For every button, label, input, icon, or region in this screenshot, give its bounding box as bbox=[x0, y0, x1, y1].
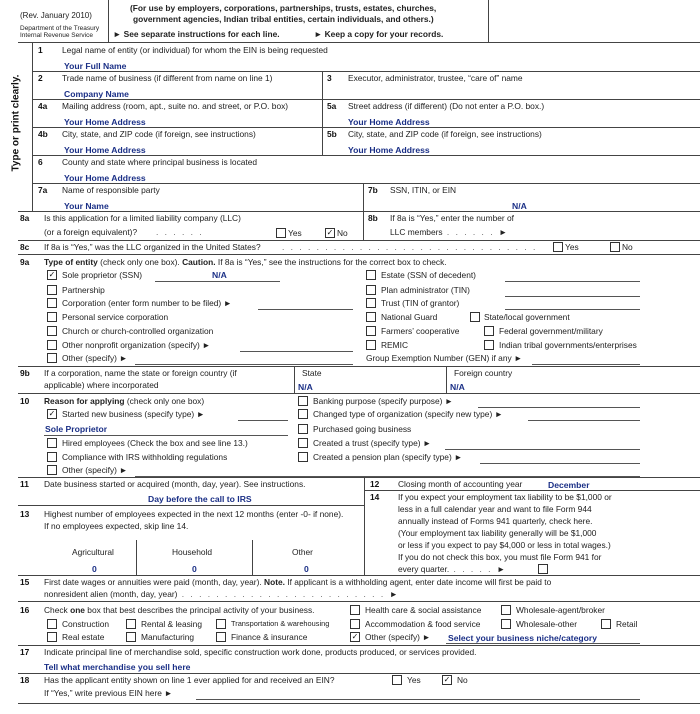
line-12-number: 12 bbox=[370, 479, 380, 489]
rule-3 bbox=[33, 127, 700, 128]
construction-checkbox[interactable] bbox=[47, 619, 57, 629]
arrow-right-icon: ► bbox=[514, 353, 523, 363]
county-state-value[interactable]: Your Home Address bbox=[64, 173, 146, 183]
line-15-label-2: nonresident alien (month, day, year) . . . . . . . . . . . . . . . . . . . . . . . . ► bbox=[44, 589, 398, 599]
line-2-number: 2 bbox=[38, 73, 43, 83]
arrow-right-icon: ► bbox=[202, 340, 211, 350]
line-2-label: Trade name of business (if different from name on line 1) bbox=[62, 73, 273, 83]
line-18-number: 18 bbox=[20, 675, 30, 685]
sole-proprietor-ssn-value[interactable]: N/A bbox=[212, 270, 227, 280]
state-value[interactable]: N/A bbox=[298, 382, 313, 392]
instructions-note: ► See separate instructions for each line. bbox=[113, 29, 280, 39]
arrow-right-icon: ► bbox=[314, 29, 325, 39]
line-8b-number: 8b bbox=[368, 213, 378, 223]
underline-ssn bbox=[155, 281, 280, 282]
arrow-right-icon: ► bbox=[119, 353, 128, 363]
federal-gov-checkbox[interactable] bbox=[484, 326, 494, 336]
revision-date: (Rev. January 2010) bbox=[20, 11, 92, 20]
gen-label: Group Exemption Number (GEN) if any ► bbox=[366, 353, 523, 363]
started-business-checkbox[interactable]: ✓ bbox=[48, 409, 56, 418]
divider-9b-b bbox=[446, 366, 447, 394]
line-14-text-4: (Your employment tax liability generally will be $1,000 bbox=[398, 528, 597, 538]
arrow-right-icon: ► bbox=[422, 438, 432, 448]
arrow-right-icon: ► bbox=[119, 465, 128, 475]
header-divider-right bbox=[488, 0, 489, 42]
foreign-country-value[interactable]: N/A bbox=[450, 382, 465, 392]
line-13-label-2: If no employees expected, skip line 14. bbox=[44, 521, 189, 531]
underline-prior-ein bbox=[196, 699, 640, 700]
underline-started-type bbox=[44, 435, 288, 436]
other-entity-checkbox[interactable] bbox=[47, 353, 57, 363]
line-8b-label-1: If 8a is “Yes,” enter the number of bbox=[390, 213, 514, 223]
trust-label: Trust (TIN of grantor) bbox=[381, 298, 460, 308]
other-employees-label: Other bbox=[292, 547, 313, 557]
rule-9 bbox=[18, 366, 700, 367]
street-address-value[interactable]: Your Home Address bbox=[348, 117, 430, 127]
merchandise-value[interactable]: Tell what merchandise you sell here bbox=[44, 662, 191, 672]
compliance-checkbox[interactable] bbox=[47, 452, 57, 462]
line-11-label: Date business started or acquired (month, day, year). See instructions. bbox=[44, 479, 306, 489]
hired-employees-label: Hired employees (Check the box and see line 13.) bbox=[62, 438, 248, 448]
construction-label: Construction bbox=[62, 619, 110, 629]
prior-ein-no-label: No bbox=[457, 675, 468, 685]
line-17-label: Indicate principal line of merchandise sold, specific construction work done, products produced, or services provided. bbox=[44, 647, 477, 657]
rental-label: Rental & leasing bbox=[141, 619, 202, 629]
banking-checkbox[interactable] bbox=[298, 396, 308, 406]
llc-no-checkbox[interactable]: ✓ bbox=[326, 228, 334, 237]
closing-month-value[interactable]: December bbox=[548, 480, 590, 490]
arrow-right-icon: ► bbox=[113, 29, 124, 39]
line-3-number: 3 bbox=[327, 73, 332, 83]
corporation-checkbox[interactable] bbox=[47, 298, 57, 308]
state-local-label: State/local government bbox=[484, 312, 570, 322]
real-estate-checkbox[interactable] bbox=[47, 632, 57, 642]
prior-ein-yes-checkbox[interactable] bbox=[392, 675, 402, 685]
llc-us-yes-checkbox[interactable] bbox=[553, 242, 563, 252]
dot-leader: . . . . . . . . . . . . . . . . . . . . . . . . . . . . . . bbox=[282, 242, 538, 252]
foreign-country-label: Foreign country bbox=[454, 368, 513, 378]
changed-type-checkbox[interactable] bbox=[298, 409, 308, 419]
dot-leader: . . . . . . bbox=[156, 227, 204, 237]
line-7b-label: SSN, ITIN, or EIN bbox=[390, 185, 457, 195]
retail-checkbox[interactable] bbox=[601, 619, 611, 629]
rule-5 bbox=[33, 183, 700, 184]
business-start-date-value[interactable]: Day before the call to IRS bbox=[148, 494, 252, 504]
line-16-label: Check one box that best describes the principal activity of your business. bbox=[44, 605, 315, 615]
agricultural-label: Agricultural bbox=[72, 547, 114, 557]
line-8a-label-1: Is this application for a limited liability company (LLC) bbox=[44, 213, 241, 223]
usage-note-line1: (For use by employers, corporations, partnerships, trusts, estates, churches, bbox=[130, 3, 437, 13]
arrow-right-icon: ► bbox=[196, 409, 205, 419]
sidebar-label: Type or print clearly. bbox=[10, 74, 22, 171]
sole-proprietor-label: Sole proprietor (SSN) bbox=[62, 270, 143, 280]
personal-service-label: Personal service corporation bbox=[62, 312, 169, 322]
finance-label: Finance & insurance bbox=[231, 632, 308, 642]
underline-corp bbox=[258, 309, 353, 310]
arrow-right-icon: ► bbox=[223, 298, 232, 308]
rental-checkbox[interactable] bbox=[126, 619, 136, 629]
line-9b-label-1: If a corporation, name the state or foreign country (if bbox=[44, 368, 237, 378]
indian-tribal-label: Indian tribal governments/enterprises bbox=[499, 340, 637, 350]
other-reason-checkbox[interactable] bbox=[47, 465, 57, 475]
rule-13 bbox=[18, 575, 700, 576]
arrow-right-icon: ► bbox=[494, 409, 503, 419]
started-business-label: Started new business (specify type) ► bbox=[62, 409, 205, 419]
household-value[interactable]: 0 bbox=[192, 564, 197, 574]
line-13-number: 13 bbox=[20, 509, 30, 519]
line-15-number: 15 bbox=[20, 577, 30, 587]
rule-14 bbox=[18, 601, 700, 602]
city-state-zip-value[interactable]: Your Home Address bbox=[64, 145, 146, 155]
transportation-checkbox[interactable] bbox=[216, 619, 226, 629]
line-18-label-2: If “Yes,” write previous EIN here ► bbox=[44, 688, 173, 698]
line-5a-number: 5a bbox=[327, 101, 337, 111]
line-8c-label: If 8a is “Yes,” was the LLC organized in the United States? bbox=[44, 242, 261, 252]
copy-note: ► Keep a copy for your records. bbox=[314, 29, 444, 39]
arrow-right-icon: ► bbox=[444, 396, 454, 406]
divider-9b-a bbox=[294, 366, 295, 394]
line-9b-label-2: applicable) where incorporated bbox=[44, 380, 159, 390]
underline-estate bbox=[505, 281, 640, 282]
purchased-business-label: Purchased going business bbox=[313, 424, 412, 434]
rule-4 bbox=[33, 155, 700, 156]
llc-us-no-label: No bbox=[622, 242, 633, 252]
line-18-label-1: Has the applicant entity shown on line 1 ever applied for and received an EIN? bbox=[44, 675, 335, 685]
line-13-label-1: Highest number of employees expected in the next 12 months (enter -0- if none). bbox=[44, 509, 344, 519]
rule-11b bbox=[18, 505, 364, 506]
wholesale-agent-checkbox[interactable] bbox=[501, 605, 511, 615]
hired-employees-checkbox[interactable] bbox=[47, 438, 57, 448]
divider-13-a bbox=[136, 540, 137, 575]
national-guard-label: National Guard bbox=[381, 312, 438, 322]
line-5b-label: City, state, and ZIP code (if foreign, see instructions) bbox=[348, 129, 542, 139]
estate-label: Estate (SSN of decedent) bbox=[381, 270, 476, 280]
line-6-number: 6 bbox=[38, 157, 43, 167]
llc-yes-label: Yes bbox=[288, 228, 302, 238]
arrow-right-icon: ► bbox=[498, 227, 508, 237]
real-estate-label: Real estate bbox=[62, 632, 105, 642]
compliance-label: Compliance with IRS withholding regulations bbox=[62, 452, 228, 462]
state-label: State bbox=[302, 368, 322, 378]
church-checkbox[interactable] bbox=[47, 326, 57, 336]
accommodation-label: Accommodation & food service bbox=[365, 619, 481, 629]
other-activity-checkbox[interactable]: ✓ bbox=[351, 632, 359, 641]
underline-changed bbox=[528, 420, 640, 421]
line-14-text-3: annually instead of Forms 941 quarterly, check here. bbox=[398, 516, 593, 526]
created-trust-label: Created a trust (specify type) ► bbox=[313, 438, 432, 448]
remic-checkbox[interactable] bbox=[366, 340, 376, 350]
arrow-right-icon: ► bbox=[389, 589, 398, 599]
underline-banking bbox=[478, 407, 640, 408]
line-7a-number: 7a bbox=[38, 185, 48, 195]
line-11-number: 11 bbox=[20, 479, 29, 489]
line-17-number: 17 bbox=[20, 647, 30, 657]
llc-no-label: No bbox=[337, 228, 348, 238]
changed-type-label: Changed type of organization (specify new type) ► bbox=[313, 409, 503, 419]
indian-tribal-checkbox[interactable] bbox=[484, 340, 494, 350]
plan-admin-label: Plan administrator (TIN) bbox=[381, 285, 470, 295]
underline-activity bbox=[446, 643, 640, 644]
line-7a-label: Name of responsible party bbox=[62, 185, 160, 195]
line-14-text-5: or less if you expect to pay $4,000 or less in total wages.) bbox=[398, 540, 611, 550]
other-activity-value[interactable]: Select your business niche/category bbox=[448, 633, 598, 643]
health-care-label: Health care & social assistance bbox=[365, 605, 482, 615]
underline-trust-type bbox=[445, 449, 640, 450]
line-7b-number: 7b bbox=[368, 185, 378, 195]
line-1-label: Legal name of entity (or individual) for whom the EIN is being requested bbox=[62, 45, 328, 55]
line-14-number: 14 bbox=[370, 492, 380, 502]
ssn-value[interactable]: N/A bbox=[512, 201, 527, 211]
partnership-checkbox[interactable] bbox=[47, 285, 57, 295]
arrow-right-icon: ► bbox=[454, 452, 463, 462]
household-label: Household bbox=[172, 547, 213, 557]
other-nonprofit-label: Other nonprofit organization (specify) ► bbox=[62, 340, 211, 350]
line-14-text-1: If you expect your employment tax liability to be $1,000 or bbox=[398, 492, 612, 502]
banking-label: Banking purpose (specify purpose) ► bbox=[313, 396, 454, 406]
header-divider-left bbox=[108, 0, 109, 42]
city-state-zip-2-value[interactable]: Your Home Address bbox=[348, 145, 430, 155]
llc-us-no-checkbox[interactable] bbox=[610, 242, 620, 252]
agricultural-value[interactable]: 0 bbox=[92, 564, 97, 574]
manufacturing-checkbox[interactable] bbox=[126, 632, 136, 642]
line-4b-number: 4b bbox=[38, 129, 48, 139]
rule-6 bbox=[18, 211, 700, 212]
created-pension-checkbox[interactable] bbox=[298, 452, 308, 462]
rule-17 bbox=[18, 703, 700, 704]
line-8c-number: 8c bbox=[20, 242, 30, 252]
other-nonprofit-checkbox[interactable] bbox=[47, 340, 57, 350]
prior-ein-no-checkbox[interactable]: ✓ bbox=[443, 675, 451, 684]
line-8a-label-2: (or a foreign equivalent)? bbox=[44, 227, 138, 237]
federal-gov-label: Federal government/military bbox=[499, 326, 603, 336]
rule-16 bbox=[18, 673, 700, 674]
arrow-right-icon: ► bbox=[422, 632, 431, 642]
line-4b-label: City, state, and ZIP code (if foreign, see instructions) bbox=[62, 129, 256, 139]
trade-name-value[interactable]: Company Name bbox=[64, 89, 129, 99]
rule-11 bbox=[18, 477, 700, 478]
created-pension-label: Created a pension plan (specify type) ► bbox=[313, 452, 463, 462]
underline-trust bbox=[505, 309, 640, 310]
other-employees-value[interactable]: 0 bbox=[304, 564, 309, 574]
line-3-label: Executor, administrator, trustee, “care of” name bbox=[348, 73, 523, 83]
church-label: Church or church-controlled organization bbox=[62, 326, 214, 336]
arrow-right-icon: ► bbox=[496, 564, 506, 574]
rule-10 bbox=[18, 393, 700, 394]
line-4a-number: 4a bbox=[38, 101, 48, 111]
line-12-label: Closing month of accounting year bbox=[398, 479, 523, 489]
underline-started bbox=[238, 420, 288, 421]
line-14-text-7: every quarter. . . . . . ► bbox=[398, 564, 506, 574]
usage-note-line2: government agencies, Indian tribal entities, certain individuals, and others.) bbox=[133, 14, 434, 24]
started-business-type-value[interactable]: Sole Proprietor bbox=[45, 424, 108, 434]
underline-nonprofit bbox=[240, 351, 353, 352]
accommodation-checkbox[interactable] bbox=[350, 619, 360, 629]
line-14-text-2: less in a full calendar year and want to file Form 944 bbox=[398, 504, 592, 514]
line-9b-number: 9b bbox=[20, 368, 30, 378]
farmers-coop-checkbox[interactable] bbox=[366, 326, 376, 336]
line-5b-number: 5b bbox=[327, 129, 337, 139]
other-reason-label: Other (specify) ► bbox=[62, 465, 128, 475]
rule-2 bbox=[33, 99, 700, 100]
divider-col-11 bbox=[364, 477, 365, 575]
wholesale-other-checkbox[interactable] bbox=[501, 619, 511, 629]
line-9a-number: 9a bbox=[20, 257, 30, 267]
llc-yes-checkbox[interactable] bbox=[276, 228, 286, 238]
rule-7 bbox=[18, 240, 700, 241]
divider-13-b bbox=[252, 540, 253, 575]
national-guard-checkbox[interactable] bbox=[366, 312, 376, 322]
rule-12 bbox=[364, 490, 700, 491]
line-8b-label-2: LLC members . . . . . . ► bbox=[390, 227, 508, 237]
arrow-right-icon: ► bbox=[164, 688, 173, 698]
retail-label: Retail bbox=[616, 619, 638, 629]
personal-service-checkbox[interactable] bbox=[47, 312, 57, 322]
underline-plan-admin bbox=[505, 296, 640, 297]
line-14-text-6: If you do not check this box, you must file Form 941 for bbox=[398, 552, 602, 562]
manufacturing-label: Manufacturing bbox=[141, 632, 195, 642]
underline-pension bbox=[480, 463, 640, 464]
line-15-label-1: First date wages or annuities were paid (month, day, year). Note. If applicant is a withholding agent, enter date income will first be paid to bbox=[44, 577, 552, 587]
underline-other-entity bbox=[135, 364, 353, 365]
line-10-number: 10 bbox=[20, 396, 30, 406]
line-9a-label: Type of entity (check only one box). Caution. If 8a is “Yes,” see the instructions for the correct box to check. bbox=[44, 257, 447, 267]
line-8a-number: 8a bbox=[20, 213, 30, 223]
line-6-label: County and state where principal business is located bbox=[62, 157, 258, 167]
underline-gen bbox=[532, 364, 640, 365]
state-local-checkbox[interactable] bbox=[470, 312, 480, 322]
purchased-business-checkbox[interactable] bbox=[298, 424, 308, 434]
trust-checkbox[interactable] bbox=[366, 298, 376, 308]
llc-us-yes-label: Yes bbox=[565, 242, 579, 252]
prior-ein-yes-label: Yes bbox=[407, 675, 421, 685]
department-name: Department of the Treasury bbox=[20, 25, 100, 32]
farmers-coop-label: Farmers’ cooperative bbox=[381, 326, 460, 336]
plan-admin-checkbox[interactable] bbox=[366, 285, 376, 295]
form-944-checkbox[interactable] bbox=[538, 564, 548, 574]
line-1-number: 1 bbox=[38, 45, 43, 55]
other-entity-label: Other (specify) ► bbox=[62, 353, 128, 363]
wholesale-agent-label: Wholesale-agent/broker bbox=[516, 605, 605, 615]
finance-checkbox[interactable] bbox=[216, 632, 226, 642]
transportation-label: Transportation & warehousing bbox=[231, 619, 330, 628]
line-5a-label: Street address (if different) (Do not enter a P.O. box.) bbox=[348, 101, 545, 111]
other-activity-label: Other (specify) ► bbox=[365, 632, 431, 642]
mailing-address-value[interactable]: Your Home Address bbox=[64, 117, 146, 127]
sole-proprietor-checkbox[interactable]: ✓ bbox=[48, 270, 56, 279]
corporation-label: Corporation (enter form number to be filed) ► bbox=[62, 298, 232, 308]
health-care-checkbox[interactable] bbox=[350, 605, 360, 615]
line-10-label: Reason for applying (check only one box) bbox=[44, 396, 205, 406]
created-trust-checkbox[interactable] bbox=[298, 438, 308, 448]
header-bottom-rule bbox=[18, 42, 700, 43]
rule-15 bbox=[18, 645, 700, 646]
remic-label: REMIC bbox=[381, 340, 408, 350]
line-4a-label: Mailing address (room, apt., suite no. and street, or P.O. box) bbox=[62, 101, 289, 111]
rule-1 bbox=[33, 71, 700, 72]
legal-name-value[interactable]: Your Full Name bbox=[64, 61, 127, 71]
responsible-party-value[interactable]: Your Name bbox=[64, 201, 109, 211]
line-16-number: 16 bbox=[20, 605, 30, 615]
agency-name: Internal Revenue Service bbox=[20, 32, 93, 39]
rule-8 bbox=[18, 254, 700, 255]
estate-checkbox[interactable] bbox=[366, 270, 376, 280]
wholesale-other-label: Wholesale-other bbox=[516, 619, 577, 629]
divider-col-mid-upper bbox=[322, 71, 323, 155]
partnership-label: Partnership bbox=[62, 285, 105, 295]
